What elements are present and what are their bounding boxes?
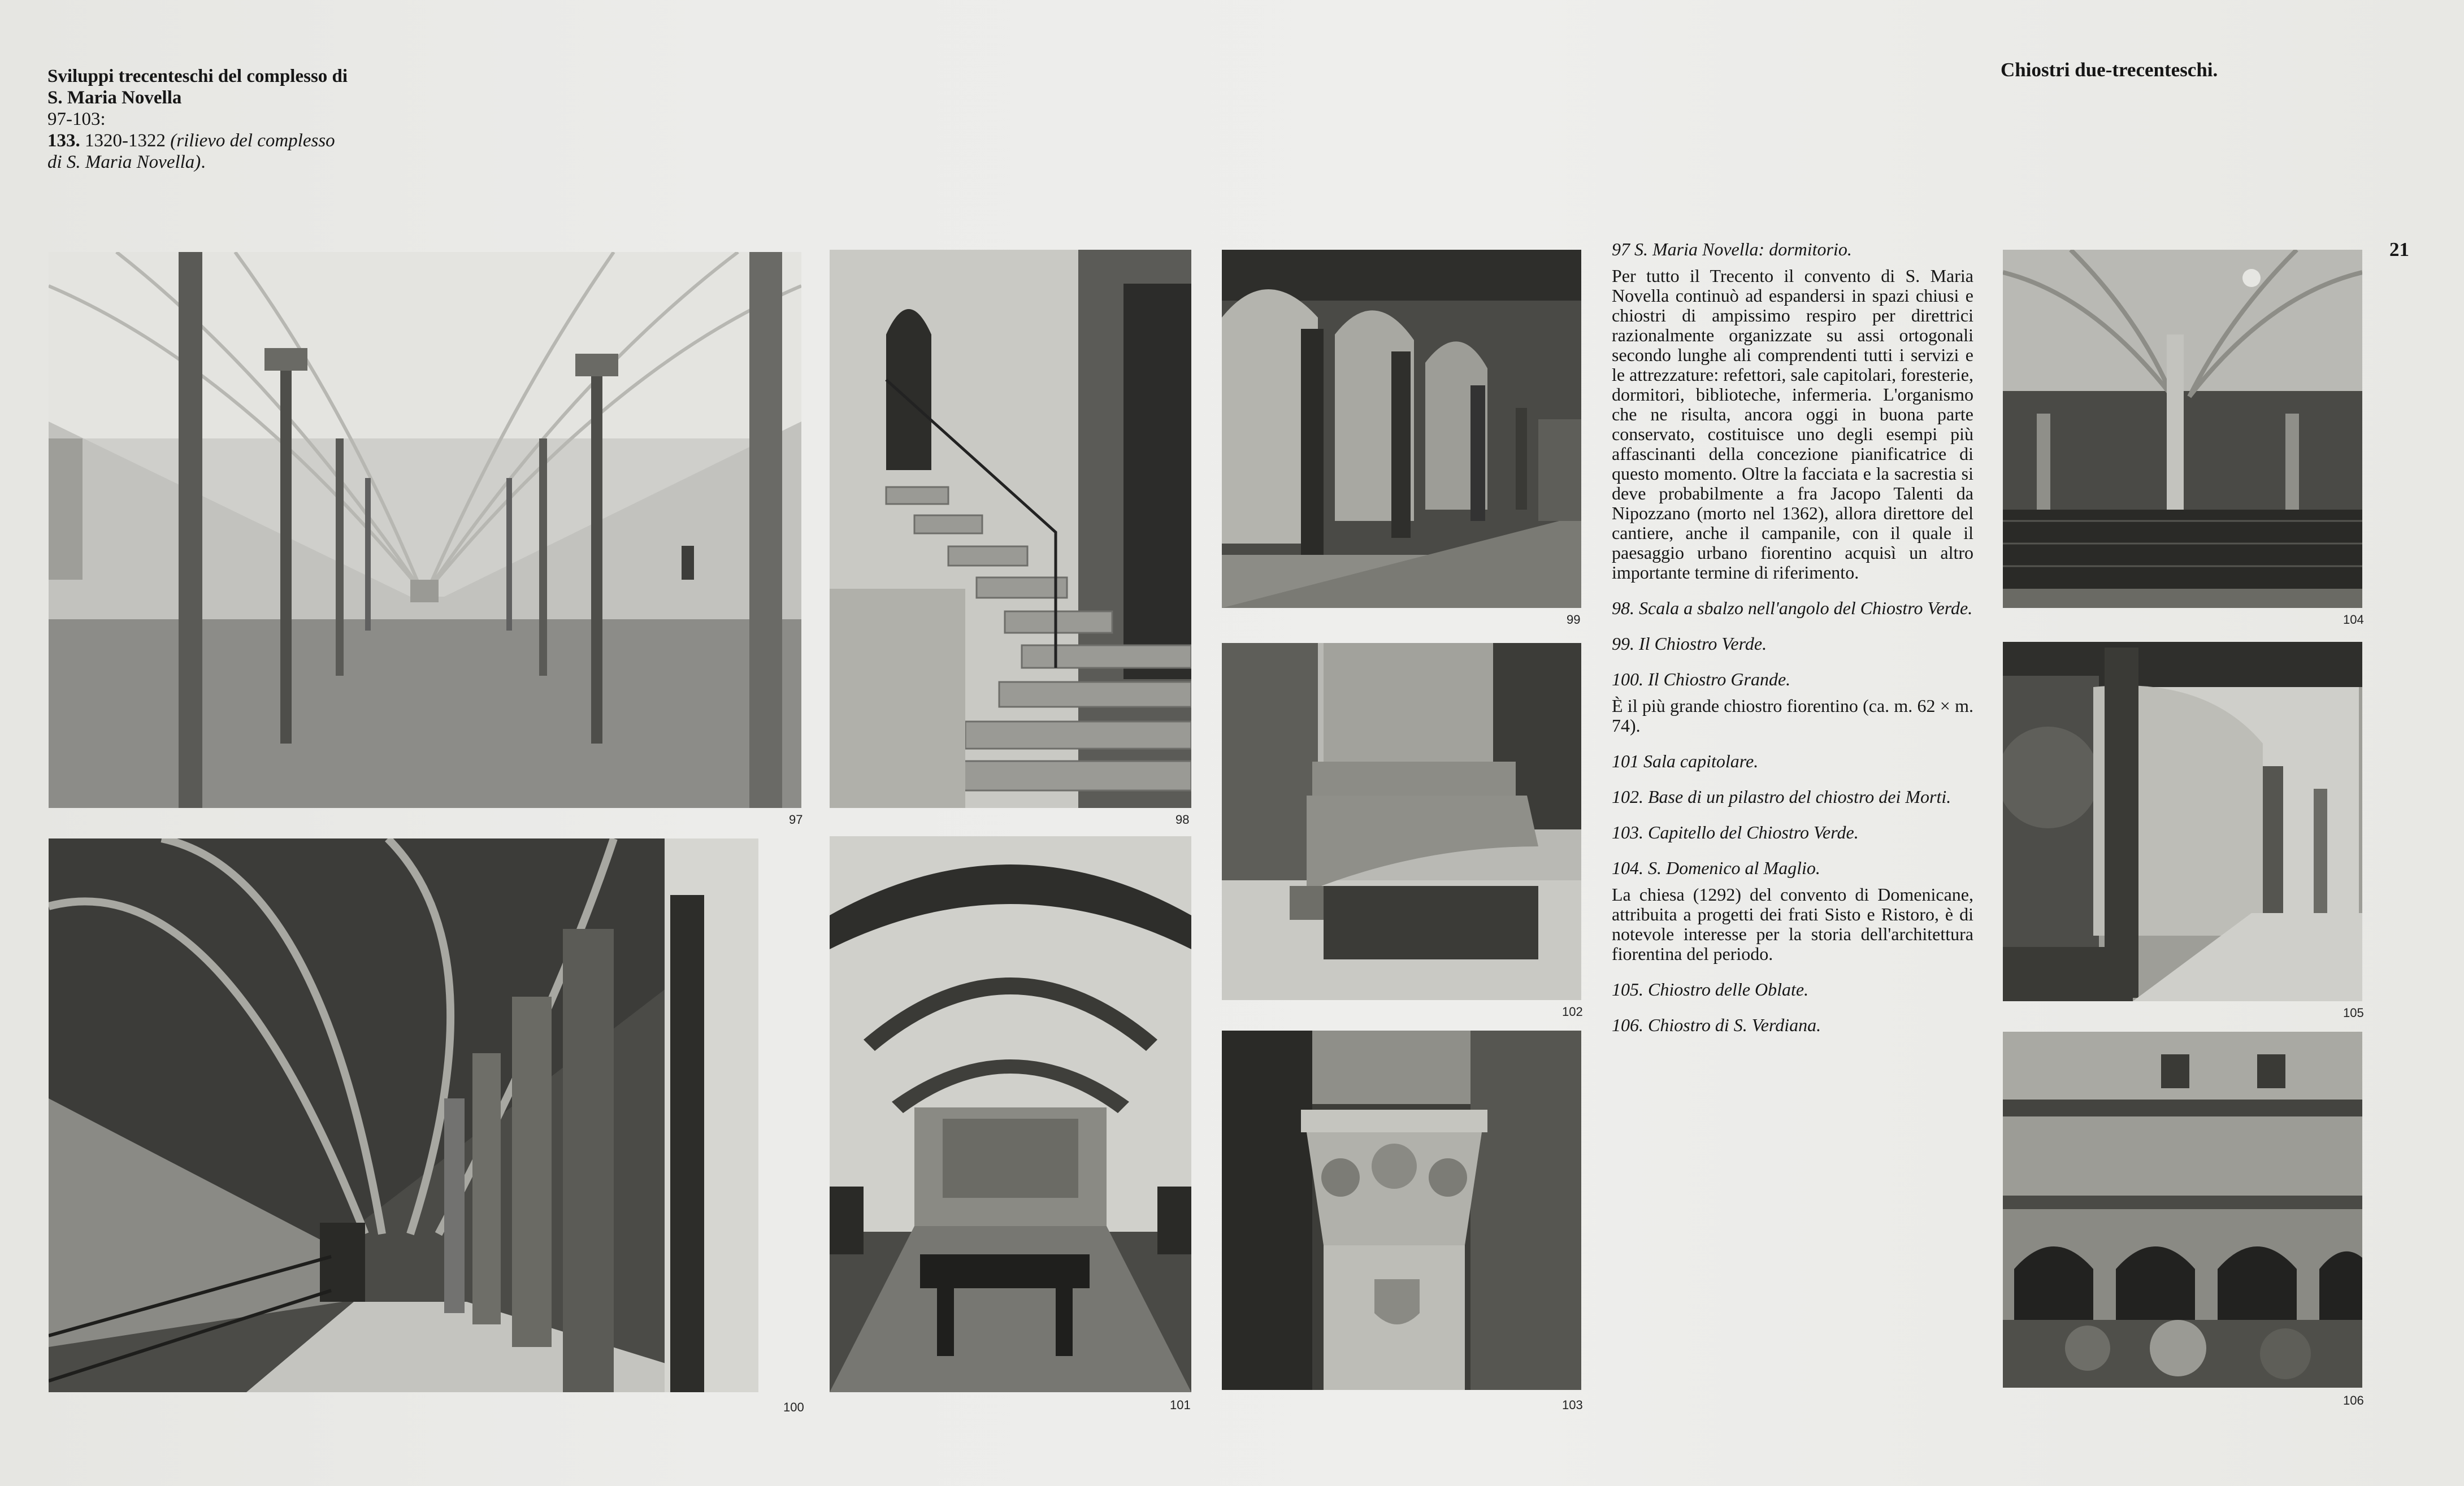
caption-100: 100. Il Chiostro Grande. — [1612, 669, 1791, 689]
photo-101-sala-capitolare — [830, 836, 1191, 1392]
caption-98: 98. Scala a sbalzo nell'angolo del Chiostro Verde. — [1612, 598, 1973, 618]
photo-98-scala — [830, 250, 1191, 808]
photo-105-chiostro-oblate — [2003, 642, 2362, 1001]
plan-ref-note-1: (rilievo del complesso — [170, 131, 335, 151]
paragraph-100: È il più grande chiostro fiorentino (ca. m. 62 × m. 74). — [1612, 696, 1973, 736]
figure-number-99: 99 — [1567, 612, 1581, 627]
plan-reference-cont — [47, 151, 415, 173]
page-number: 21 — [2389, 238, 2409, 260]
caption-97: 97 S. Maria Novella: dormitorio. — [1612, 239, 1852, 259]
paragraph-104: La chiesa (1292) del convento di Domenicane, attribuita a progetti dei frati Sisto e Ristoro, è di notevole interesse per la storia dell'architettura fiorentina del periodo. — [1612, 884, 1973, 964]
figure-number-104: 104 — [2343, 612, 2364, 627]
figure-number-100: 100 — [783, 1400, 804, 1414]
figure-number-102: 102 — [1562, 1005, 1583, 1019]
photo-102-base-pilastro — [1222, 643, 1581, 1000]
paragraph-97: Per tutto il Trecento il convento di S. Maria Novella continuò ad espandersi in spazi chiusi e chiostri di ampissimo respiro per direttrici razionalmente organizzate su assi ortogonali secondo lunghe ali comprendenti tutti i servizi e le attrezzature: refettori, sale capitolari, foresterie, dormitori, biblioteche, infermeria. L'organismo che ne risulta, ancora oggi in buona parte conservato, costituisce uno degli esempi più affascinanti della concezione pianificatrice di questo momento. Oltre la facciata e la sacrestia si deve probabilmente a fra Jacopo Talenti da Nipozzano (morto nel 1362), allora direttore del cantiere, anche il campanile, con il quale il paesaggio urbano fiorentino acquisì un altro importante termine di riferimento. — [1612, 266, 1973, 583]
caption-102: 102. Base di un pilastro del chiostro dei Morti. — [1612, 787, 1951, 807]
plan-ref-end: . — [201, 152, 206, 172]
caption-103: 103. Capitello del Chiostro Verde. — [1612, 822, 1859, 842]
plan-reference — [47, 130, 415, 151]
figure-number-103: 103 — [1562, 1398, 1583, 1412]
figure-number-105: 105 — [2343, 1006, 2364, 1020]
plan-ref-number: 133. — [47, 131, 80, 151]
photo-103-capitello — [1222, 1031, 1581, 1390]
caption-101: 101 Sala capitolare. — [1612, 751, 1759, 771]
plan-ref-note-2: di S. Maria Novella) — [47, 152, 201, 172]
photo-97-dormitorio — [49, 252, 801, 808]
figure-number-98: 98 — [1175, 812, 1190, 827]
photo-106-chiostro-verdiana — [2003, 1032, 2362, 1388]
figure-number-106: 106 — [2343, 1393, 2364, 1407]
section-title-line2: S. Maria Novella — [47, 88, 182, 108]
photo-100-chiostro-grande — [49, 838, 758, 1392]
caption-column — [1612, 240, 1973, 1055]
caption-99: 99. Il Chiostro Verde. — [1612, 633, 1767, 654]
figure-number-97: 97 — [789, 812, 803, 827]
figure-range: 97-103: — [47, 109, 106, 129]
section-title-line1: Sviluppi trecenteschi del complesso di — [47, 66, 348, 86]
caption-105: 105. Chiostro delle Oblate. — [1612, 979, 1809, 1000]
photo-104-s-domenico — [2003, 250, 2362, 608]
section-header — [47, 66, 415, 173]
figure-number-101: 101 — [1170, 1398, 1191, 1412]
chapter-title: Chiostri due-trecenteschi. — [2001, 59, 2218, 81]
caption-104: 104. S. Domenico al Maglio. — [1612, 858, 1820, 878]
caption-106: 106. Chiostro di S. Verdiana. — [1612, 1015, 1821, 1035]
plan-ref-years: 1320-1322 — [80, 131, 171, 151]
photo-99-chiostro-verde — [1222, 250, 1581, 608]
